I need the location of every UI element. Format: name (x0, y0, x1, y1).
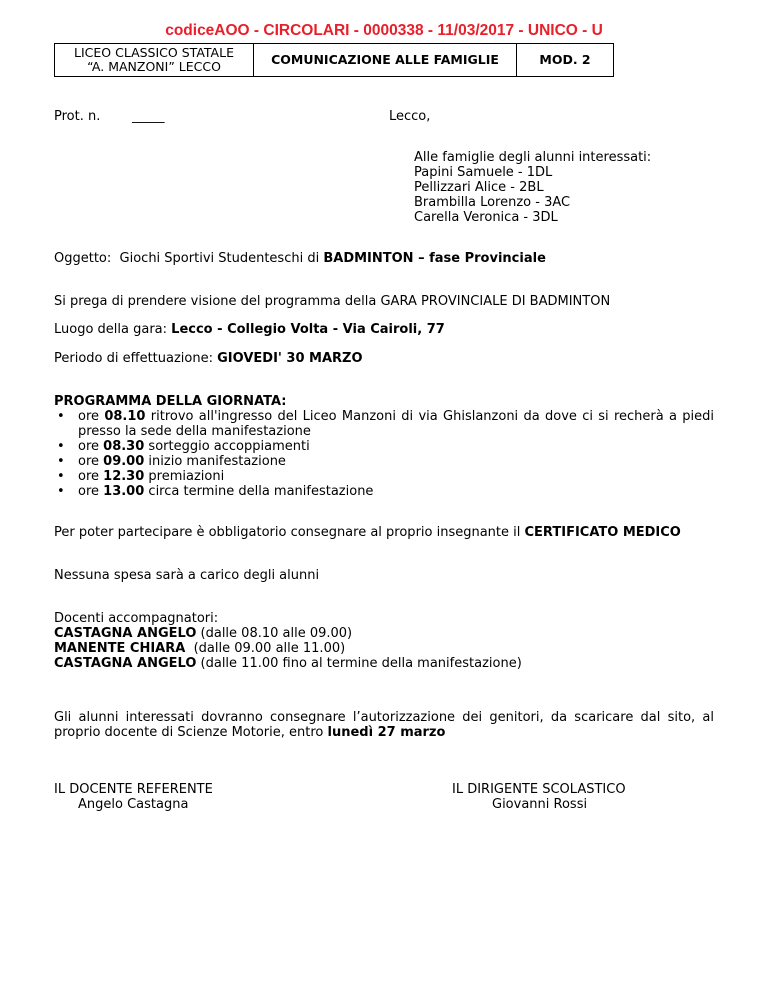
program-item-prefix: ore (78, 484, 100, 499)
school-name-line1: LICEO CLASSICO STATALE (74, 45, 234, 60)
program-item-prefix: ore (78, 469, 100, 484)
certificate-line (54, 525, 681, 540)
program-item (54, 409, 714, 439)
teacher-name: CASTAGNA ANGELO (54, 656, 197, 671)
teacher-time: (dalle 08.10 alle 09.00) (200, 626, 353, 641)
program-item-prefix: ore (78, 439, 100, 454)
subject-bold: BADMINTON – fase Provinciale (323, 251, 546, 266)
program-section (54, 394, 714, 499)
program-list (54, 409, 714, 499)
module-number: MOD. 2 (517, 44, 614, 77)
prot-label: Prot. n. (54, 109, 101, 124)
school-name-cell (55, 44, 254, 77)
recipients-block (414, 150, 651, 225)
program-item-text: sorteggio accoppiamenti (148, 439, 310, 454)
authorization-paragraph (54, 710, 714, 740)
program-item-text: inizio manifestazione (148, 454, 286, 469)
teacher-name: CASTAGNA ANGELO (54, 626, 197, 641)
program-item (54, 469, 714, 484)
teacher-row (54, 656, 522, 671)
teacher-row (54, 641, 522, 656)
certificate-text: Per poter partecipare è obbligatorio consegnare al proprio insegnante il (54, 525, 521, 540)
bullet-icon: • (57, 484, 65, 499)
bullet-icon: • (57, 409, 65, 424)
program-title: PROGRAMMA DELLA GIORNATA: (54, 394, 287, 409)
teacher-name: MANENTE CHIARA (54, 641, 186, 656)
program-item-prefix: ore (78, 454, 100, 469)
school-name-line2: “A. MANZONI” LECCO (87, 59, 221, 74)
certificate-bold: CERTIFICATO MEDICO (524, 525, 681, 540)
bullet-icon: • (57, 439, 65, 454)
venue-line (54, 322, 445, 337)
teachers-section (54, 611, 522, 671)
notice-text: Si prega di prendere visione del programma della GARA PROVINCIALE DI BADMINTON (54, 294, 611, 309)
recipient-student: Papini Samuele - 1DL (414, 165, 553, 180)
program-item-time: 08.10 (104, 409, 146, 424)
bullet-icon: • (57, 454, 65, 469)
recipient-student: Carella Veronica - 3DL (414, 210, 558, 225)
program-item-text: circa termine della manifestazione (148, 484, 374, 499)
signature-left-name: Angelo Castagna (78, 797, 189, 812)
prot-number: _____ (132, 109, 165, 124)
subject-line (54, 251, 546, 266)
venue-value: Lecco - Collegio Volta - Via Cairoli, 77 (171, 322, 445, 337)
program-item-prefix: ore (78, 409, 100, 424)
teacher-time: (dalle 11.00 fino al termine della manifestazione) (200, 656, 522, 671)
program-item-text: ritrovo all'ingresso del Liceo Manzoni di via Ghislanzoni da dove ci si recherà a piedi presso la sede della manifestazione (78, 409, 714, 439)
header-table (54, 43, 614, 77)
document-title: COMUNICAZIONE ALLE FAMIGLIE (254, 44, 517, 77)
signature-right-title: IL DIRIGENTE SCOLASTICO (452, 782, 626, 797)
program-item-time: 08.30 (103, 439, 145, 454)
subject-label: Oggetto: (54, 251, 112, 266)
period-label: Periodo di effettuazione: (54, 351, 213, 366)
recipient-student: Brambilla Lorenzo - 3AC (414, 195, 571, 210)
teacher-time: (dalle 09.00 alle 11.00) (185, 641, 346, 656)
signature-right-name: Giovanni Rossi (492, 797, 588, 812)
program-item (54, 454, 714, 469)
signature-right (452, 782, 626, 812)
recipient-student: Pellizzari Alice - 2BL (414, 180, 544, 195)
program-item-text: premiazioni (148, 469, 225, 484)
program-item-time: 12.30 (103, 469, 145, 484)
venue-label: Luogo della gara: (54, 322, 168, 337)
program-item-time: 09.00 (103, 454, 145, 469)
authorization-deadline: lunedì 27 marzo (327, 725, 446, 740)
program-item-time: 13.00 (103, 484, 145, 499)
period-line (54, 351, 363, 366)
place-label: Lecco, (389, 109, 431, 124)
expenses-text: Nessuna spesa sarà a carico degli alunni (54, 568, 320, 583)
program-item (54, 439, 714, 454)
teacher-row (54, 626, 522, 641)
recipients-intro: Alle famiglie degli alunni interessati: (414, 150, 652, 165)
subject-text: Giochi Sportivi Studenteschi di (119, 251, 320, 266)
signature-left (54, 782, 213, 812)
protocol-stamp: codiceAOO - CIRCOLARI - 0000338 - 11/03/2017 - UNICO - U (165, 22, 603, 39)
program-item (54, 484, 714, 499)
bullet-icon: • (57, 469, 65, 484)
authorization-text: Gli alunni interessati dovranno consegnare l’autorizzazione dei genitori, da scaricare dal sito, al proprio docente di Scienze Motorie, entro (54, 710, 714, 740)
signature-left-title: IL DOCENTE REFERENTE (54, 782, 213, 797)
teachers-label: Docenti accompagnatori: (54, 611, 219, 626)
period-value: GIOVEDI' 30 MARZO (217, 351, 363, 366)
